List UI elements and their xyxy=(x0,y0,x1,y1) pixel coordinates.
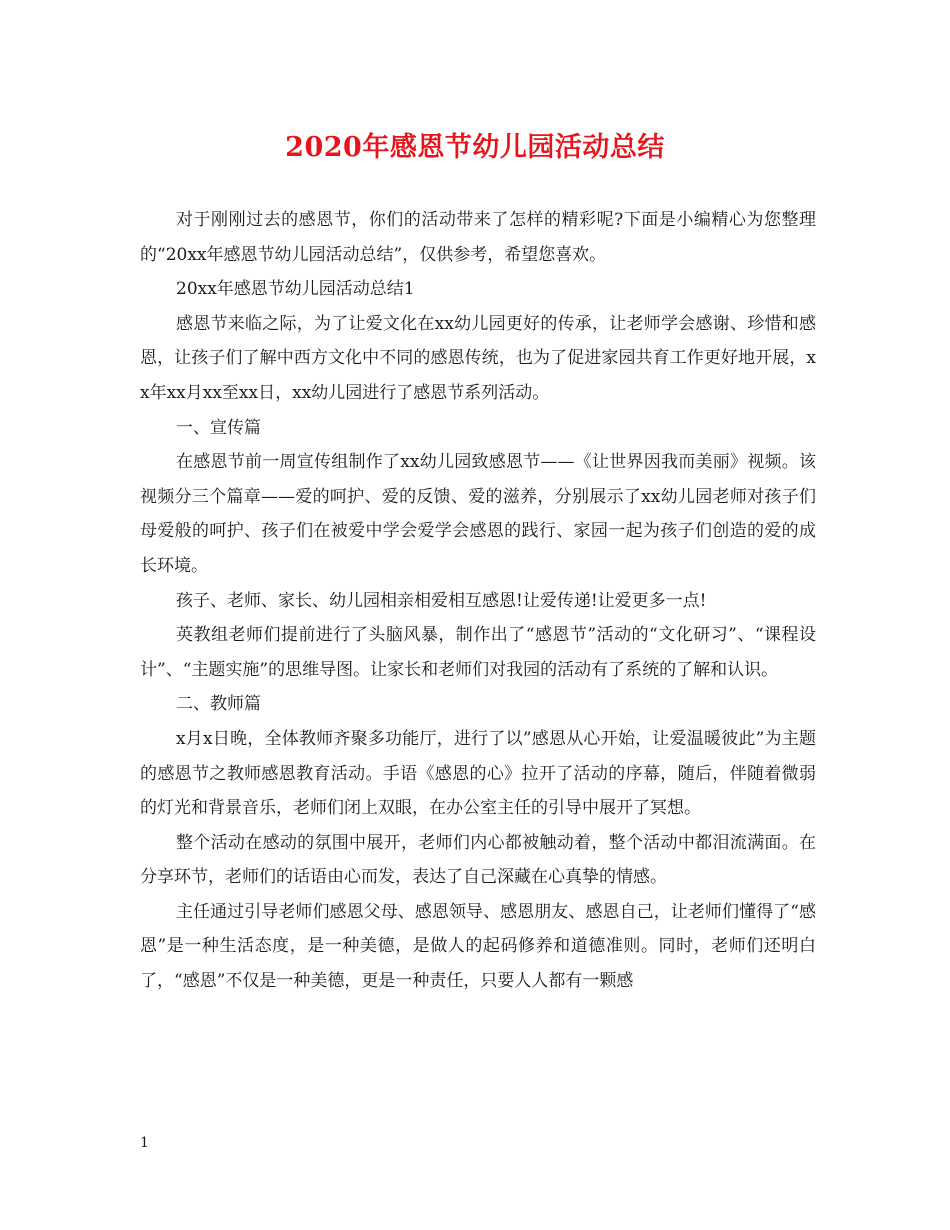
paragraph-video: 在感恩节前一周宣传组制作了xx幼儿园致感恩节——《让世界因我而美丽》视频。该视频分三个篇章——爱的呵护、爱的反馈、爱的滋养，分别展示了xx幼儿园老师对孩子们母爱般的呵护、孩子们在被爱中学会爱学会感恩的践行、家园一起为孩子们创造的爱的成长环境。 xyxy=(140,452,816,576)
section-heading-publicity: 一、宣传篇 xyxy=(176,417,261,438)
page-number: 1 xyxy=(140,1135,149,1151)
paragraph-atmosphere: 整个活动在感动的氛围中展开，老师们内心都被触动着，整个活动中都泪流满面。在分享环节，老师们的话语由心而发，表达了自己深藏在心真挚的情感。 xyxy=(140,832,816,888)
document-body xyxy=(140,203,816,999)
paragraph-background: 感恩节来临之际，为了让爱文化在xx幼儿园更好的传承，让老师学会感谢、珍惜和感恩，让孩子们了解中西方文化中不同的感恩传统，也为了促进家园共育工作更好地开展，xx年xx月xx至xx日，xx幼儿园进行了感恩节系列活动。 xyxy=(140,313,816,403)
paragraph-intro: 对于刚刚过去的感恩节，你们的活动带来了怎样的精彩呢?下面是小编精心为您整理的“20xx年感恩节幼儿园活动总结”，仅供参考，希望您喜欢。 xyxy=(140,210,816,265)
section-heading-teachers: 二、教师篇 xyxy=(176,694,261,715)
paragraph-mindmap: 英教组老师们提前进行了头脑风暴，制作出了“感恩节”活动的“文化研习”、“课程设计”、“主题实施”的思维导图。让家长和老师们对我园的活动有了系统的了解和认识。 xyxy=(140,625,816,680)
page-title: 2020年感恩节幼儿园活动总结 xyxy=(285,132,665,163)
paragraph-slogan: 孩子、老师、家长、幼儿园相亲相爱相互感恩!让爱传递!让爱更多一点! xyxy=(176,590,707,611)
section-heading-summary-1: 20xx年感恩节幼儿园活动总结1 xyxy=(176,279,415,300)
paragraph-gratitude: 主任通过引导老师们感恩父母、感恩领导、感恩朋友、感恩自己，让老师们懂得了“感恩”是一种生活态度，是一种美德，是做人的起码修养和道德准则。同时，老师们还明白了，“感恩”不仅是一种美德，更是一种责任，只要人人都有一颗感 xyxy=(140,901,816,992)
paragraph-evening-event: x月x日晚，全体教师齐聚多功能厅，进行了以”感恩从心开始，让爱温暖彼此”为主题的感恩节之教师感恩教育活动。手语《感恩的心》拉开了活动的序幕，随后，伴随着微弱的灯光和背景音乐，老师们闭上双眼，在办公室主任的引导中展开了冥想。 xyxy=(140,728,816,819)
